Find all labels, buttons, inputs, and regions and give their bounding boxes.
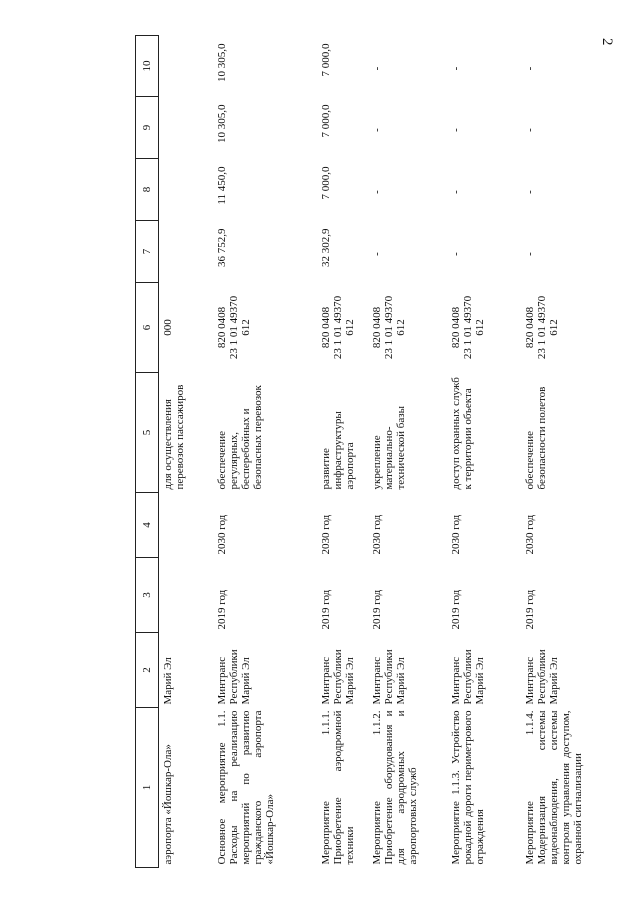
table-row xyxy=(189,36,317,868)
start-year-cell: 2019 год xyxy=(524,589,536,630)
program-activities-table xyxy=(135,35,607,868)
activity-name-cell: Мероприятие 1.1.1. Приобретение аэродромной техники xyxy=(320,710,356,865)
budget-code-cell: 000 xyxy=(162,319,174,336)
amount-cell: 7 000,0 xyxy=(320,104,332,138)
amount-cell: 36 752,9 xyxy=(216,228,228,267)
page-number: 2 xyxy=(599,38,615,46)
start-year-cell: 2019 год xyxy=(216,589,228,630)
executor-cell: Марий Эл xyxy=(162,657,174,705)
budget-code-cell: 820 0408 23 1 01 49370 612 xyxy=(216,295,252,360)
start-year-cell: 2019 год xyxy=(371,589,383,630)
executor-cell: Минтранс Республики Марий Эл xyxy=(216,649,252,705)
amount-cell: - xyxy=(524,66,536,71)
column-header: 1 xyxy=(136,708,159,868)
column-header: 4 xyxy=(136,493,159,558)
table-row xyxy=(521,36,607,868)
amount-cell: - xyxy=(524,252,536,256)
amount-cell: 10 305,0 xyxy=(216,43,228,82)
executor-cell: Минтранс Республики Марий Эл xyxy=(524,649,560,705)
start-year-cell: 2019 год xyxy=(320,589,332,630)
amount-cell: - xyxy=(450,128,462,132)
amount-cell: - xyxy=(371,190,383,194)
end-year-cell: 2030 год xyxy=(450,514,462,555)
table-row xyxy=(159,36,190,868)
executor-cell: Минтранс Республики Марий Эл xyxy=(450,649,486,705)
activity-name-cell: Основное мероприятие 1.1. Расходы на реализацию мероприятий по развитию гражданского аэропорта «Йошкар-Ола» xyxy=(216,710,276,865)
expected-result-cell: обеспечение регулярных, бесперебойных и безопасных перевозок xyxy=(216,385,264,490)
amount-cell: - xyxy=(450,252,462,256)
amount-cell xyxy=(159,159,190,221)
amount-cell: - xyxy=(371,252,383,256)
budget-code-cell: 820 0408 23 1 01 49370 612 xyxy=(524,295,560,360)
budget-code-cell: 820 0408 23 1 01 49370 612 xyxy=(450,295,486,360)
amount-cell xyxy=(159,97,190,159)
expected-result-cell: укрепление материально-технической базы xyxy=(371,405,407,490)
activity-name-cell: Мероприятие 1.1.3. Устройство рокадной дороги периметрового ограждения xyxy=(450,710,486,865)
amount-cell: 11 450,0 xyxy=(216,166,228,205)
activity-name-cell: аэропорта «Йошкар-Ола» xyxy=(162,744,174,865)
amount-cell: - xyxy=(371,128,383,132)
start-year-cell: 2019 год xyxy=(450,589,462,630)
end-year-cell: 2030 год xyxy=(216,514,228,555)
activity-name-cell: Мероприятие 1.1.2. Приобретение оборудования и для аэродромных и аэропортовых служб xyxy=(371,710,419,865)
budget-code-cell: 820 0408 23 1 01 49370 612 xyxy=(320,295,356,360)
end-year-cell xyxy=(159,493,190,558)
start-year-cell xyxy=(159,558,190,633)
expected-result-cell: обеспечение безопасности полетов xyxy=(524,386,548,490)
column-header: 9 xyxy=(136,97,159,159)
end-year-cell: 2030 год xyxy=(524,514,536,555)
budget-code-cell: 820 0408 23 1 01 49370 612 xyxy=(371,295,407,360)
end-year-cell: 2030 год xyxy=(371,514,383,555)
amount-cell: 10 305,0 xyxy=(216,104,228,143)
column-header: 2 xyxy=(136,633,159,708)
amount-cell xyxy=(159,36,190,97)
amount-cell: - xyxy=(371,66,383,71)
column-header: 10 xyxy=(136,36,159,97)
amount-cell: 7 000,0 xyxy=(320,166,332,200)
expected-result-cell: развитие инфраструктуры аэропорта xyxy=(320,411,356,490)
column-header: 8 xyxy=(136,159,159,221)
amount-cell xyxy=(159,221,190,283)
activity-name-cell: Мероприятие 1.1.4. Модернизация системы видеонаблюдения, системы контроля управления доступом, охранной сигнализации xyxy=(524,710,584,865)
executor-cell: Минтранс Республики Марий Эл xyxy=(320,649,356,705)
amount-cell: - xyxy=(524,190,536,194)
expected-result-cell: доступ охранных служб к территории объекта xyxy=(450,377,474,490)
table-row xyxy=(447,36,521,868)
table-row xyxy=(368,36,447,868)
amount-cell: - xyxy=(450,190,462,194)
executor-cell: Минтранс Республики Марий Эл xyxy=(371,649,407,705)
amount-cell: 7 000,0 xyxy=(320,43,332,77)
table-header xyxy=(136,36,159,868)
column-header: 6 xyxy=(136,283,159,373)
amount-cell: 32 302,9 xyxy=(320,228,332,267)
end-year-cell: 2030 год xyxy=(320,514,332,555)
column-header: 3 xyxy=(136,558,159,633)
column-header: 7 xyxy=(136,221,159,283)
expected-result-cell: для осуществления перевозок пассажиров xyxy=(162,384,186,490)
column-header: 5 xyxy=(136,373,159,493)
amount-cell: - xyxy=(450,66,462,71)
amount-cell: - xyxy=(524,128,536,132)
header-row xyxy=(136,36,159,868)
table-row xyxy=(317,36,368,868)
